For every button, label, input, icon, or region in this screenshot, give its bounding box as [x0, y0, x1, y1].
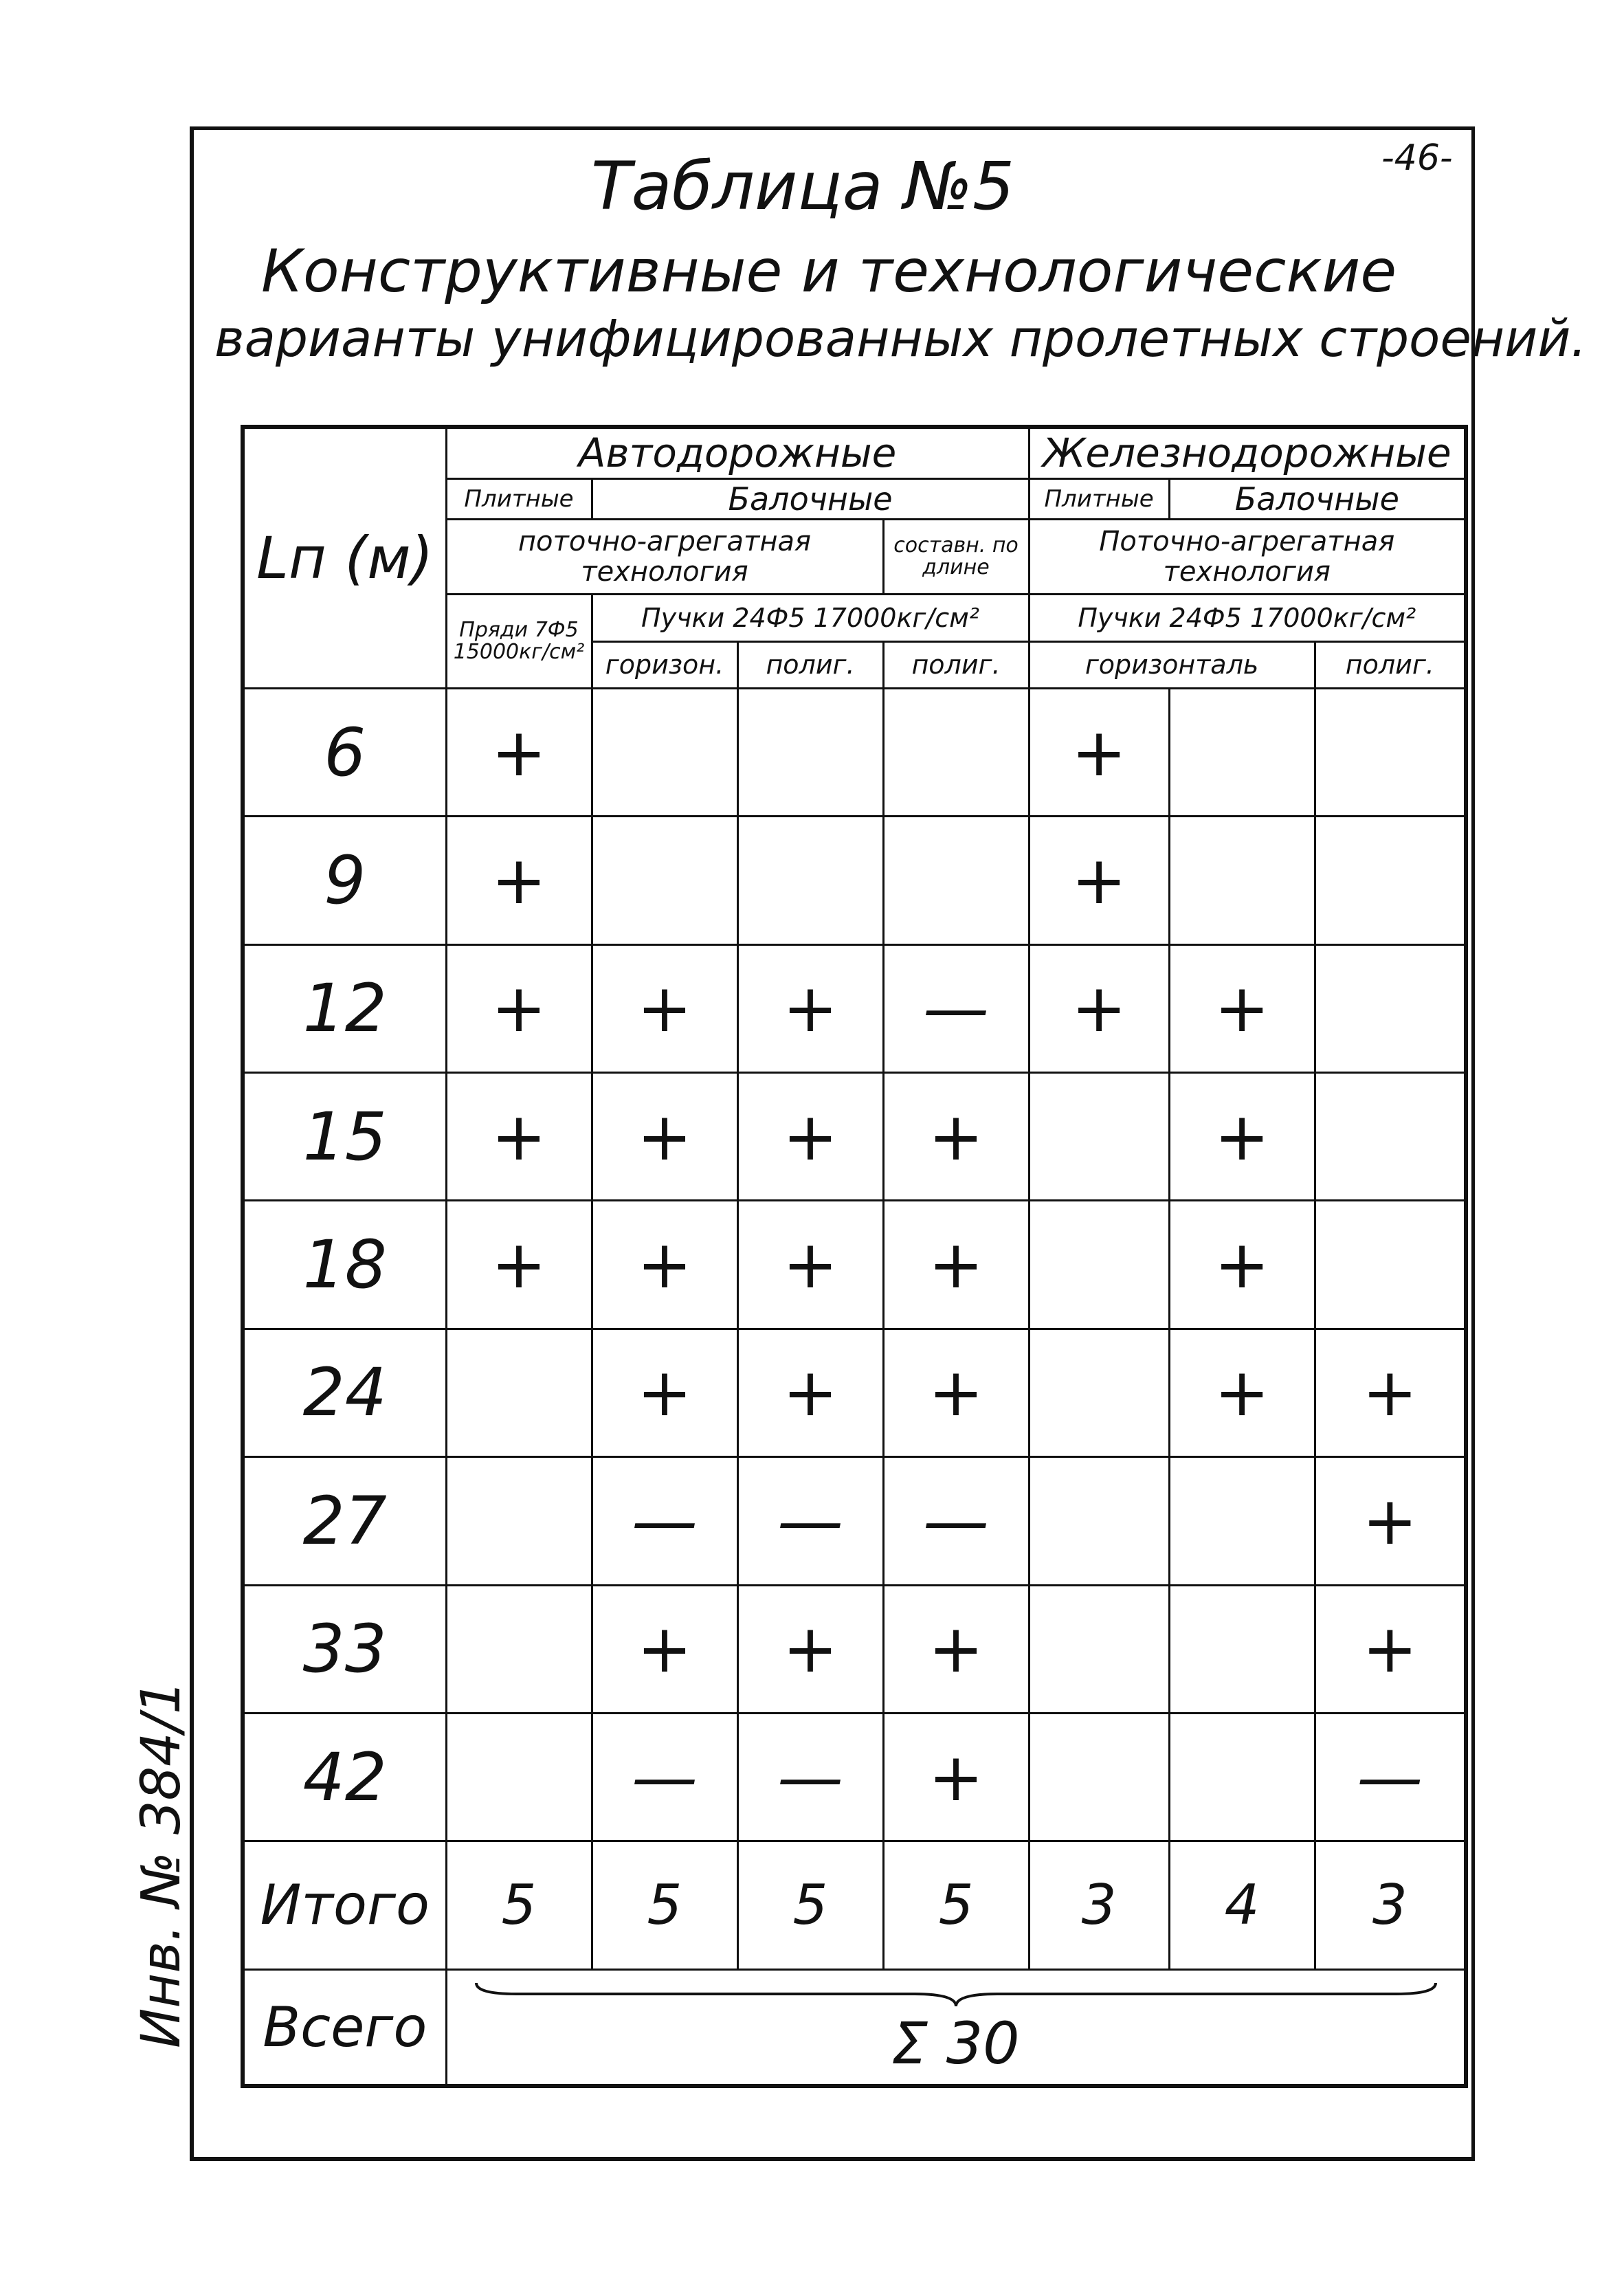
group-rail: Железнодорожные: [1029, 427, 1466, 478]
total-cell: 5: [737, 1841, 883, 1969]
mark-cell: [1169, 1713, 1315, 1841]
col-horiz-auto: горизон.: [592, 641, 737, 688]
mark-cell: +: [737, 1329, 883, 1456]
total-cell: 4: [1169, 1841, 1315, 1969]
table-row: [243, 1073, 1466, 1201]
mark-cell: [592, 688, 737, 816]
mark-cell: —: [737, 1457, 883, 1585]
auto-beam-header: Балочные: [592, 478, 1029, 519]
mark-cell: +: [446, 1201, 592, 1329]
mark-cell: +: [446, 944, 592, 1072]
mark-cell: —: [883, 944, 1029, 1072]
mark-cell: [1169, 1457, 1315, 1585]
mark-cell: +: [592, 1073, 737, 1201]
col-polyg-auto: полиг.: [737, 641, 883, 688]
mark-cell: +: [1169, 1329, 1315, 1456]
mark-cell: +: [1315, 1585, 1466, 1713]
span-value: 18: [243, 1201, 446, 1329]
mark-cell: +: [1169, 944, 1315, 1072]
mark-cell: +: [1169, 1201, 1315, 1329]
table-row: [243, 1329, 1466, 1456]
mark-cell: [737, 688, 883, 816]
table-row: [243, 1713, 1466, 1841]
col-polyg-composite: полиг.: [883, 641, 1029, 688]
mark-cell: +: [1315, 1329, 1466, 1456]
mark-cell: [1315, 817, 1466, 944]
span-value: 15: [243, 1073, 446, 1201]
group-auto: Автодорожные: [446, 427, 1029, 478]
mark-cell: +: [883, 1585, 1029, 1713]
total-cell: 5: [883, 1841, 1029, 1969]
mark-cell: —: [1315, 1713, 1466, 1841]
totals-label: Итого: [243, 1841, 446, 1969]
total-cell: 3: [1029, 1841, 1169, 1969]
span-header: Lп (м): [243, 427, 446, 688]
mark-cell: —: [592, 1713, 737, 1841]
table-row: [243, 688, 1466, 816]
mark-cell: [1315, 1201, 1466, 1329]
mark-cell: [446, 1713, 592, 1841]
page-number: -46-: [1381, 137, 1453, 179]
mark-cell: +: [883, 1329, 1029, 1456]
span-value: 9: [243, 817, 446, 944]
col-horiz-rail: горизонталь: [1029, 641, 1315, 688]
grand-total-cell: [446, 1969, 1466, 2086]
grand-total-label: Всего: [243, 1969, 446, 2086]
mark-cell: [1315, 1073, 1466, 1201]
mark-cell: —: [883, 1457, 1029, 1585]
mark-cell: —: [737, 1713, 883, 1841]
mark-cell: [592, 817, 737, 944]
table-row: [243, 1201, 1466, 1329]
mark-cell: [446, 1585, 592, 1713]
mark-cell: [1315, 944, 1466, 1072]
mark-cell: +: [883, 1073, 1029, 1201]
mark-cell: [883, 688, 1029, 816]
mark-cell: +: [446, 1073, 592, 1201]
table-row: [243, 1457, 1466, 1585]
mark-cell: [446, 1457, 592, 1585]
mark-cell: +: [737, 944, 883, 1072]
mark-cell: [446, 1329, 592, 1456]
mark-cell: +: [737, 1073, 883, 1201]
curly-brace-icon: [475, 1980, 1437, 2008]
mark-cell: [1169, 688, 1315, 816]
span-value: 33: [243, 1585, 446, 1713]
mark-cell: [1169, 1585, 1315, 1713]
mark-cell: +: [1029, 688, 1169, 816]
total-cell: 5: [446, 1841, 592, 1969]
mark-cell: +: [883, 1201, 1029, 1329]
grand-total-value: Σ 30: [891, 2010, 1020, 2078]
auto-slab-header: Плитные: [446, 478, 592, 519]
mark-cell: +: [1169, 1073, 1315, 1201]
col-polyg-rail: полиг.: [1315, 641, 1466, 688]
mark-cell: +: [592, 1585, 737, 1713]
mark-cell: +: [592, 1201, 737, 1329]
rail-slab-header: Плитные: [1029, 478, 1169, 519]
total-cell: 3: [1315, 1841, 1466, 1969]
mark-cell: +: [1315, 1457, 1466, 1585]
auto-slab-reinforcement: Пряди 7Ф5 15000кг/см²: [446, 595, 592, 689]
mark-cell: [1029, 1713, 1169, 1841]
mark-cell: +: [592, 944, 737, 1072]
table-title: Таблица №5: [591, 148, 1015, 225]
span-value: 6: [243, 688, 446, 816]
mark-cell: [1315, 688, 1466, 816]
span-value: 42: [243, 1713, 446, 1841]
mark-cell: +: [737, 1585, 883, 1713]
mark-cell: [1029, 1073, 1169, 1201]
rail-reinforcement: Пучки 24Ф5 17000кг/см²: [1029, 595, 1466, 641]
total-cell: 5: [592, 1841, 737, 1969]
mark-cell: +: [737, 1201, 883, 1329]
rail-technology: Поточно-агрегатная технология: [1029, 519, 1466, 595]
table-row: [243, 1585, 1466, 1713]
mark-cell: [883, 817, 1029, 944]
table-row: [243, 817, 1466, 944]
totals-row: [243, 1841, 1466, 1969]
mark-cell: [1029, 1329, 1169, 1456]
mark-cell: [1029, 1585, 1169, 1713]
table-row: [243, 944, 1466, 1072]
auto-composite: составн. по длине: [883, 519, 1029, 595]
grand-total-row: [243, 1969, 1466, 2086]
mark-cell: +: [1029, 944, 1169, 1072]
mark-cell: [737, 817, 883, 944]
auto-technology: поточно-агрегатная технология: [446, 519, 883, 595]
table-subtitle-line1: Конструктивные и технологические: [261, 237, 1397, 306]
mark-cell: +: [592, 1329, 737, 1456]
mark-cell: +: [1029, 817, 1169, 944]
mark-cell: [1029, 1201, 1169, 1329]
span-value: 27: [243, 1457, 446, 1585]
mark-cell: [1029, 1457, 1169, 1585]
table-subtitle-line2: варианты унифицированных пролетных строений.: [214, 309, 1587, 368]
mark-cell: —: [592, 1457, 737, 1585]
mark-cell: +: [446, 688, 592, 816]
span-value: 12: [243, 944, 446, 1072]
variants-table: [241, 425, 1468, 2088]
mark-cell: [1169, 817, 1315, 944]
inventory-stamp: Инв. № 384/1: [131, 1680, 192, 2048]
mark-cell: +: [883, 1713, 1029, 1841]
rail-beam-header: Балочные: [1169, 478, 1466, 519]
span-value: 24: [243, 1329, 446, 1456]
auto-beam-reinforcement: Пучки 24Ф5 17000кг/см²: [592, 595, 1029, 641]
mark-cell: +: [446, 817, 592, 944]
